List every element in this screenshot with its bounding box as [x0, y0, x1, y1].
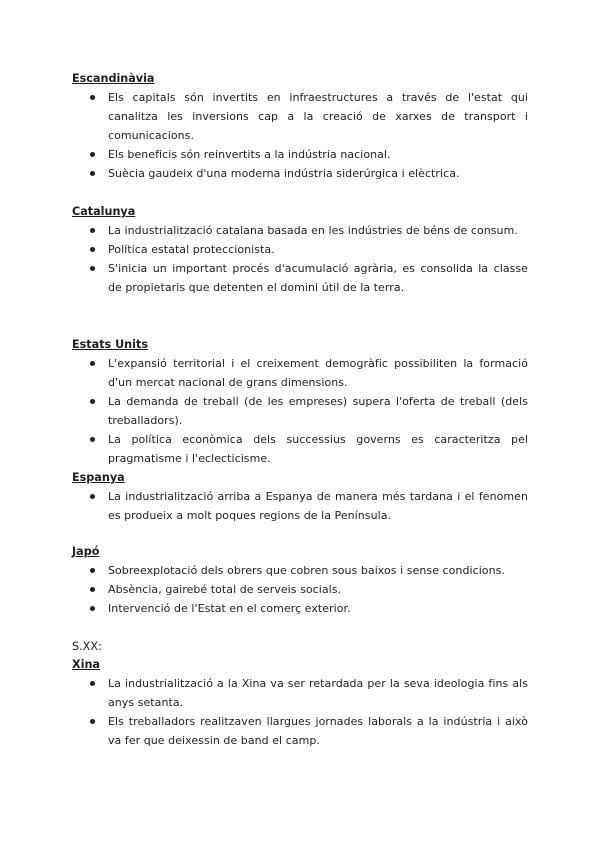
list-item: [72, 164, 528, 183]
bullet-list: [72, 561, 528, 618]
section-heading: Catalunya: [72, 205, 136, 218]
list-item-text: Sobreexplotació dels obrers que cobren sous baixos i sense condicions.: [108, 564, 505, 577]
bullet-list: [72, 354, 528, 468]
bullet-icon: [90, 568, 95, 573]
century-label: S.XX:: [72, 640, 102, 653]
section-catalunya: [72, 203, 528, 297]
list-item-text: La demanda de treball (de les empreses) supera l'oferta de treball (dels treballadors).: [108, 395, 528, 427]
section-heading: Xina: [72, 658, 100, 671]
list-item-text: Suècia gaudeix d'una moderna indústria siderúrgica i elèctrica.: [108, 167, 460, 180]
list-item: [72, 561, 528, 580]
list-item-text: La política econòmica dels successius governs es caracteritza pel pragmatisme i l'eclecticisme.: [108, 433, 528, 465]
section-heading: Escandinàvia: [72, 72, 155, 85]
bullet-icon: [90, 437, 95, 442]
bullet-icon: [90, 171, 95, 176]
list-item: [72, 221, 528, 240]
bullet-icon: [90, 399, 95, 404]
section-heading: Espanya: [72, 471, 125, 484]
section-japo: [72, 543, 528, 618]
list-item: [72, 580, 528, 599]
bullet-icon: [90, 361, 95, 366]
bullet-list: [72, 88, 528, 183]
bullet-list: [72, 487, 528, 525]
bullet-icon: [90, 681, 95, 686]
bullet-icon: [90, 587, 95, 592]
list-item-text: La industrialització a la Xina va ser retardada per la seva ideologia fins als anys setanta.: [108, 677, 528, 709]
section-espanya: [72, 469, 528, 525]
bullet-icon: [90, 719, 95, 724]
list-item: [72, 88, 528, 145]
list-item-text: La industrialització arriba a Espanya de manera més tardana i el fenomen es produeix a molt poques regions de la Península.: [108, 490, 528, 522]
list-item-text: S'inicia un important procés d'acumulació agrària, es consolida la classe de propietaris que detenten el domini útil de la terra.: [108, 262, 528, 294]
bullet-icon: [90, 494, 95, 499]
list-item-text: Els beneficis són reinvertits a la indústria nacional.: [108, 148, 391, 161]
list-item: [72, 599, 528, 618]
list-item: [72, 674, 528, 712]
list-item-text: L'expansió territorial i el creixement demogràfic possibiliten la formació d'un mercat nacional de grans dimensions.: [108, 357, 528, 389]
bullet-icon: [90, 606, 95, 611]
list-item-text: Intervenció de l'Estat en el comerç exterior.: [108, 602, 351, 615]
bullet-icon: [90, 152, 95, 157]
list-item: [72, 712, 528, 750]
list-item-text: Política estatal proteccionista.: [108, 243, 275, 256]
section-estats-units: [72, 336, 528, 468]
bullet-list: [72, 221, 528, 297]
bullet-icon: [90, 266, 95, 271]
list-item: [72, 487, 528, 525]
section-escandinavia: [72, 70, 528, 183]
list-item: [72, 354, 528, 392]
bullet-list: [72, 674, 528, 750]
section-heading: Estats Units: [72, 338, 148, 351]
list-item-text: Absència, gairebé total de serveis socials.: [108, 583, 342, 596]
section-heading: Japó: [72, 545, 100, 558]
list-item: [72, 259, 528, 297]
bullet-icon: [90, 95, 95, 100]
section-segle-xx: [72, 638, 528, 750]
list-item: [72, 145, 528, 164]
list-item-text: Els capitals són invertits en infraestructures a través de l'estat qui canalitza les inversions cap a la creació de xarxes de transport i comunicacions.: [108, 91, 528, 142]
bullet-icon: [90, 228, 95, 233]
list-item-text: La industrialització catalana basada en les indústries de béns de consum.: [108, 224, 518, 237]
list-item: [72, 430, 528, 468]
bullet-icon: [90, 247, 95, 252]
list-item: [72, 392, 528, 430]
list-item-text: Els treballadors realitzaven llargues jornades laborals a la indústria i això va fer que deixessin de band el camp.: [108, 715, 528, 747]
list-item: [72, 240, 528, 259]
